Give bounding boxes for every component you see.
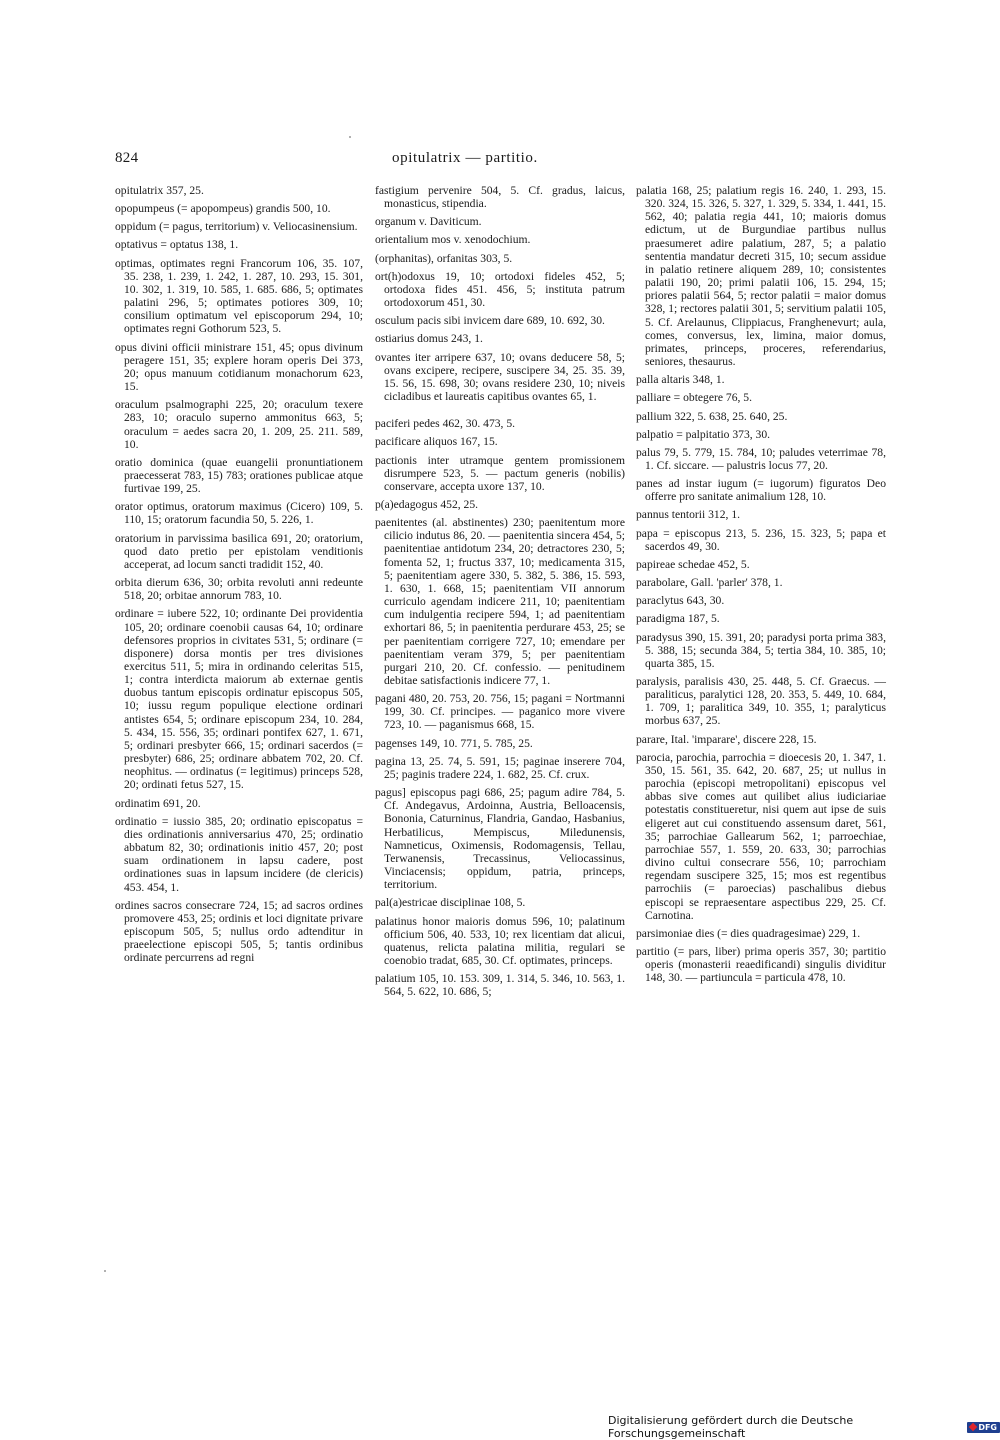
index-entry: oppidum (= pagus, territorium) v. Veliocasinensium. [115,220,358,234]
index-entry: pal(a)estricae disciplinae 108, 5. [375,896,526,910]
running-title: opitulatrix — partitio. [392,150,538,166]
index-entry: paralysis, paralisis 430, 25. 448, 5. Cf. Graecus. — paraliticus, paralytici 128, 20. 353, 5. 449, 10. 684, 1. 709, 1; paralitica 349, 10. 355, 1; paralyticus morbus 637, 25. [636,675,886,728]
index-entry: paciferi pedes 462, 30. 473, 5. [375,417,516,431]
index-entry: optimas, optimates regni Francorum 106, 35. 107, 35. 238, 1. 239, 1. 242, 1. 287, 10. 293, 15. 301, 10. 302, 1. 319, 10. 585, 1. 685. 686, 5; optimates palatini 296, 5; optimates potiores 309, 10; consilium optimatum vel episcoporum 294, 10; optimates regni Gothorum 523, 5. [115,256,363,336]
index-entry: palatinus honor maioris domus 596, 10; palatinum officium 506, 40. 533, 10; rex licentiam dat alicui, quatenus, relicta palatina militia, regulari se coenobio tradat, 685, 30. Cf. optimates, princeps. [375,914,625,967]
index-entry: ordinatio = iussio 385, 20; ordinatio episcopatus = dies ordinationis anniversarius 470, 25; ordinatio abbatum 82, 30; ordinationis initio 457, 20; post suam ordinationem in lapsu cadere, post ordinationes suas in lapsum incidere (de clericis) 453. 454, 1. [115,814,363,894]
index-entry: parocia, parochia, parrochia = dioecesis 20, 1. 347, 1. 350, 15. 561, 35. 642, 20. 687, 25; ut nullus in parochia (episcopi metropolitani) episcopus vel abbas sive comes aut quilibet alius iudiciariae potestatis constitueretur, nisi quem aut ipse de suis eligeret aut cui constituendo assensum daret, 561, 35; parrochiae Gallearum 562, 1; parroechiae, parrochiae 557, 1. 559, 20. 633, 30; parrochias divino cultui consecrare 556, 10; parrochiam regendam suscipere 325, 15; mos est regentibus parrochiis (= paroecias) paschalibus diebus episcopi se repraesentare aspectibus 229, 25. Cf. Carnotina. [636,750,886,922]
index-entry: orator optimus, oratorum maximus (Cicero) 109, 5. 110, 15; oratorum facundia 50, 5. 226, 1. [115,500,363,527]
index-entry: partitio (= pars, liber) prima operis 357, 30; partitio operis (monasterii reaedificandi) singulis dividitur 148, 30. — partiuncula = particula 478, 10. [636,944,886,985]
index-entry: oraculum psalmographi 225, 20; oraculum texere 283, 10; oraculo superno ammonitus 663, 5; oraculum = aedes sacra 20, 1. 209, 25. 211. 589, 10. [115,398,363,451]
index-entry: parare, Ital. 'imparare', discere 228, 15. [636,732,817,746]
index-entry: paradysus 390, 15. 391, 20; paradysi porta prima 383, 5. 388, 15; secunda 384, 5; tertia 384, 10. 385, 10; quarta 385, 15. [636,630,886,670]
index-column-1 [115,184,363,969]
index-entry: oratio dominica (quae euangelii pronuntiationem praecesserat 783, 15) 783; orationes publicae atque furtivae 199, 25. [115,455,363,496]
index-entry: palpatio = palpitatio 373, 30. [636,427,771,441]
page-number: 824 [115,150,139,166]
index-entry: ostiarius domus 243, 1. [375,332,483,346]
index-entry: ordinare = iubere 522, 10; ordinante Dei providentia 105, 20; ordinare coenobii causas 64, 10; ordinare defensores proprios in civitates 531, 5; ordinare (= disponere) dorsa montis per tres divisiones exercitus 511, 5; mira in ordinando celeritas 515, 1; contra interdicta maiorum ab externae gentis duobus tantum episcopis ordinatur episcopus 505, 10; iussu regum populique electione ordinari antistes 654, 5; ordinare episcopum 234, 10. 284, 5. 434, 15. 556, 35; ordinari pontifex 627, 1. 671, 5; ordinari presbyter 666, 15; ordinari sacerdos (= presbyter) 686, 25; ordinare abbatem 702, 20. Cf. neophitus. — ordinatus (= legitimus) princeps 528, 20; ordinati fetus 527, 15. [115,607,363,792]
index-entry: orbita dierum 636, 30; orbita revoluti anni redeunte 518, 20; orbitae annorum 783, 10. [115,576,363,603]
digitization-footer [608,1414,1000,1440]
index-entry: pannus tentorii 312, 1. [636,508,741,522]
index-column-3 [636,184,886,989]
index-entry: papa = episcopus 213, 5. 236, 15. 323, 5; papa et sacerdos 49, 30. [636,526,886,553]
index-entry: opus divini officii ministrare 151, 45; opus divinum peragere 151, 35; explere horam operis Dei 373, 20; opus manuum cotidianum monachorum 623, 15. [115,340,363,394]
index-entry: p(a)edagogus 452, 25. [375,497,479,511]
scan-speck [104,1270,106,1272]
index-entry: palus 79, 5. 779, 15. 784, 10; paludes veterrimae 78, 1. Cf. siccare. — palustris locus 77, 20. [636,445,886,472]
index-entry: optativus = optatus 138, 1. [115,238,239,252]
index-entry: pagina 13, 25. 74, 5. 591, 15; paginae inserere 704, 25; paginis tradere 224, 1. 682, 25. Cf. crux. [375,754,625,781]
digitization-note: Digitalisierung gefördert durch die Deutsche Forschungsgemeinschaft [608,1414,854,1440]
index-entry: pagus] episcopus pagi 686, 25; pagum adire 784, 5. Cf. Andegavus, Ardoinna, Austria, Belloacensis, Bononia, Caturninus, Flandria, Gandao, Hasbanius, Herbatilicus, Mempiscus, Miledunensis, Namneticus, Oximensis, Rodomagensis, Tellau, Terwanensis, Trecassinus, Veliocassinus, Vinciacensis; oppidum, patria, princeps, territorium. [375,786,625,892]
index-entry: palatium 105, 10. 153. 309, 1. 314, 5. 346, 10. 563, 1. 564, 5. 622, 10. 686, 5; [375,972,625,999]
dfg-logo [967,1422,1000,1433]
index-entry: paenitentes (al. abstinentes) 230; paenitentum more cilicio indutus 86, 20. — paenitentia sincera 454, 5; paenitentiae antidotum 234, 20; detractores 230, 5; fomenta 52, 1; fructus 337, 10; medicamenta 315, 5; paenitentiam agere 330, 5. 382, 5. 386, 15. 593, 1. 630, 1. 668, 15; paenitentiam VII annorum curriculo agendam indicere 211, 10; paenitentiam cum indulgentia recipere 594, 1; ad paenitentiam exhortari 86, 5; in paenitentia perdurare 453, 25; se per paenitentiam corrigere 727, 10; emendare per paenitentiam veram 379, 5; per paenitentiam purgari 210, 20. Cf. confessio. — penitudinem debitae satisfactionis indicere 77, 1. [375,516,625,687]
index-entry: panes ad instar iugum (= iugorum) figuratos Deo offerre pro sanitate animalium 128, 10. [636,477,886,504]
index-entry: pallium 322, 5. 638, 25. 640, 25. [636,409,788,423]
index-entry: papireae schedae 452, 5. [636,557,750,571]
index-entry: pactionis inter utramque gentem promissionem disrumpere 523, 5. — pactum generis (nobilis) conservare, accepta uxore 137, 10. [375,453,625,493]
index-entry: palla altaris 348, 1. [636,373,725,387]
index-entry: ort(h)odoxus 19, 10; ortodoxi fideles 452, 5; ortodoxa fides 451. 456, 5; instituta patrum ortodoxorum 451, 30. [375,269,625,310]
index-entry: oratorium in parvissima basilica 691, 20; oratorium, quod dato pretio per epistolam venditionis acceperat, ad locum sancti tradidit 152, 40. [115,531,363,571]
index-entry: ordinatim 691, 20. [115,796,201,810]
index-entry: (orphanitas), orfanitas 303, 5. [375,251,513,265]
index-entry: opitulatrix 357, 25. [115,184,204,197]
index-entry: orientalium mos v. xenodochium. [375,233,531,247]
index-entry: pagani 480, 20. 753, 20. 756, 15; pagani = Nortmanni 199, 30. Cf. principes. — paganico more vivere 723, 10. — paganismus 668, 15. [375,692,625,732]
index-entry: ordines sacros consecrare 724, 15; ad sacros ordines promovere 453, 25; ordinis et loci dignitate privare episcopum 505, 5; nullus ordo adtenditur in praeelectione episcopi 505, 5; tantis ordinibus ordinate percurrens ad regni [115,898,363,965]
index-entry: opopumpeus (= apopompeus) grandis 500, 10. [115,202,331,216]
index-entry: organum v. Daviticum. [375,215,482,229]
dfg-mark-icon [969,1423,977,1431]
index-entry: parsimoniae dies (= dies quadragesimae) 229, 1. [636,926,861,940]
index-entry: pacificare aliquos 167, 15. [375,435,498,449]
index-entry: paradigma 187, 5. [636,612,720,626]
index-entry: palatia 168, 25; palatium regis 16. 240, 1. 293, 15. 320. 324, 15. 326, 5. 327, 1. 329, 5. 334, 1. 441, 15. 562, 40; palatia regia 441, 10; maioris domus edictum, ut de Burgundiae partibus nullus praesumeret adire palatium, 287, 5; a palatio sententia mandatur decreti 315, 10; secum assidue in palatio retinere aliquem 289, 10; consistentes palatii 190, 20; primi palatii 106, 15. 294, 15; priores palatii 564, 5; rector palatii = maior domus 328, 1; rectores palatii 301, 5; servitium palatii 105, 5. Cf. Arelaunus, Clippiacus, Franghenevurt; aula, comes, conversus, lex, limina, maior domus, primates, princeps, proceres, referendarius, seniores, thesaurus. [636,184,886,369]
index-entry: fastigium pervenire 504, 5. Cf. gradus, laicus, monasticus, stipendia. [375,184,625,211]
index-entry: ovantes iter arripere 637, 10; ovans deducere 58, 5; ovans excipere, recipere, suscipere 34, 25. 35. 39, 15. 56, 15. 698, 30; ovans residere 230, 10; niveis cicladibus et laureatis capitibus ovantes 65, 1. [375,350,625,404]
index-entry: palliare = obtegere 76, 5. [636,391,752,405]
index-entry: paraclytus 643, 30. [636,594,725,608]
scan-speck [349,136,351,138]
index-entry: parabolare, Gall. 'parler' 378, 1. [636,576,783,590]
index-entry: pagenses 149, 10. 771, 5. 785, 25. [375,736,533,750]
index-column-2 [375,184,625,1003]
index-entry: osculum pacis sibi invicem dare 689, 10. 692, 30. [375,314,605,328]
dfg-logo-text: DFG [978,1422,997,1432]
